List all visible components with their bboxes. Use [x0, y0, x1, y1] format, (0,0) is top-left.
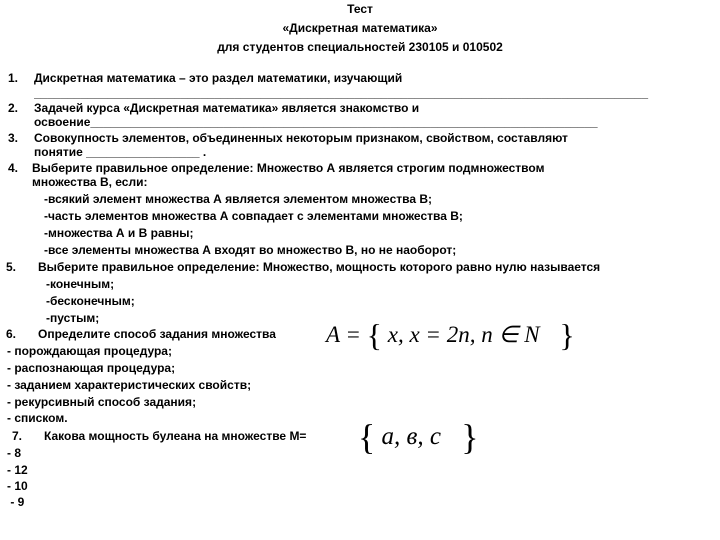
- q1-text: Дискретная математика – это раздел математики, изучающий: [34, 71, 403, 85]
- q4-option: -всякий элемент множества А является элементом множества В;: [44, 192, 433, 206]
- q6-formula-lhs: A =: [326, 322, 361, 347]
- q2-answer-blank: освоение____________________________________________________________________________: [34, 115, 598, 129]
- q6-option: - порождающая процедура;: [7, 344, 172, 358]
- right-brace-icon: }: [461, 417, 479, 457]
- q1-answer-blank: ____________________________________________________________________________________________: [34, 86, 648, 100]
- course-title: «Дискретная математика»: [282, 21, 438, 35]
- q7-text: Какова мощность булеана на множестве М=: [44, 429, 307, 443]
- test-title: Тест: [347, 2, 373, 16]
- q7-option: - 12: [7, 463, 28, 477]
- q4-option: -часть элементов множества А совпадает с элементами множества В;: [44, 209, 463, 223]
- q4-text-continued: множества В, если:: [32, 175, 148, 189]
- q6-option: - заданием характеристических свойств;: [7, 378, 252, 392]
- q2-text: Задачей курса «Дискретная математика» является знакомство и: [34, 101, 420, 115]
- q5-number: 5.: [6, 260, 17, 274]
- q1-number: 1.: [8, 71, 19, 85]
- q6-option: - распознающая процедура;: [7, 361, 176, 375]
- right-brace-icon: }: [559, 317, 575, 353]
- q3-text: Совокупность элементов, объединенных некоторым признаком, свойством, составляют: [34, 131, 568, 145]
- q6-option: - рекурсивный способ задания;: [7, 395, 197, 409]
- q4-option: -все элементы множества А входят во множество В, но не наоборот;: [44, 243, 457, 257]
- q4-number: 4.: [8, 161, 19, 175]
- q3-answer-blank: понятие _________________ .: [34, 145, 207, 159]
- q5-option: -конечным;: [46, 277, 115, 291]
- q2-number: 2.: [8, 101, 19, 115]
- q4-option: -множества А и В равны;: [44, 226, 194, 240]
- q7-option: - 10: [7, 479, 28, 493]
- q6-number: 6.: [6, 327, 17, 341]
- q6-formula-body: x, x = 2n, n ∈ N: [387, 322, 540, 347]
- q7-number: 7.: [12, 429, 23, 443]
- q6-option: - списком.: [7, 411, 68, 425]
- q5-option: -бесконечным;: [46, 294, 135, 308]
- q6-formula: [326, 317, 575, 354]
- left-brace-icon: {: [358, 417, 376, 457]
- q7-formula: [358, 416, 479, 458]
- q7-option: - 8: [7, 446, 22, 460]
- q3-number: 3.: [8, 131, 19, 145]
- q7-option: - 9: [7, 495, 25, 509]
- left-brace-icon: {: [366, 317, 383, 353]
- q4-text: Выберите правильное определение: Множество А является строгим подмножеством: [32, 161, 545, 175]
- q7-formula-body: a, в, c: [381, 423, 441, 450]
- q5-option: -пустым;: [46, 311, 100, 325]
- q5-text: Выберите правильное определение: Множество, мощность которого равно нулю называется: [38, 260, 601, 274]
- q6-text: Определите способ задания множества: [38, 327, 276, 341]
- target-audience: для студентов специальностей 230105 и 010502: [217, 40, 503, 54]
